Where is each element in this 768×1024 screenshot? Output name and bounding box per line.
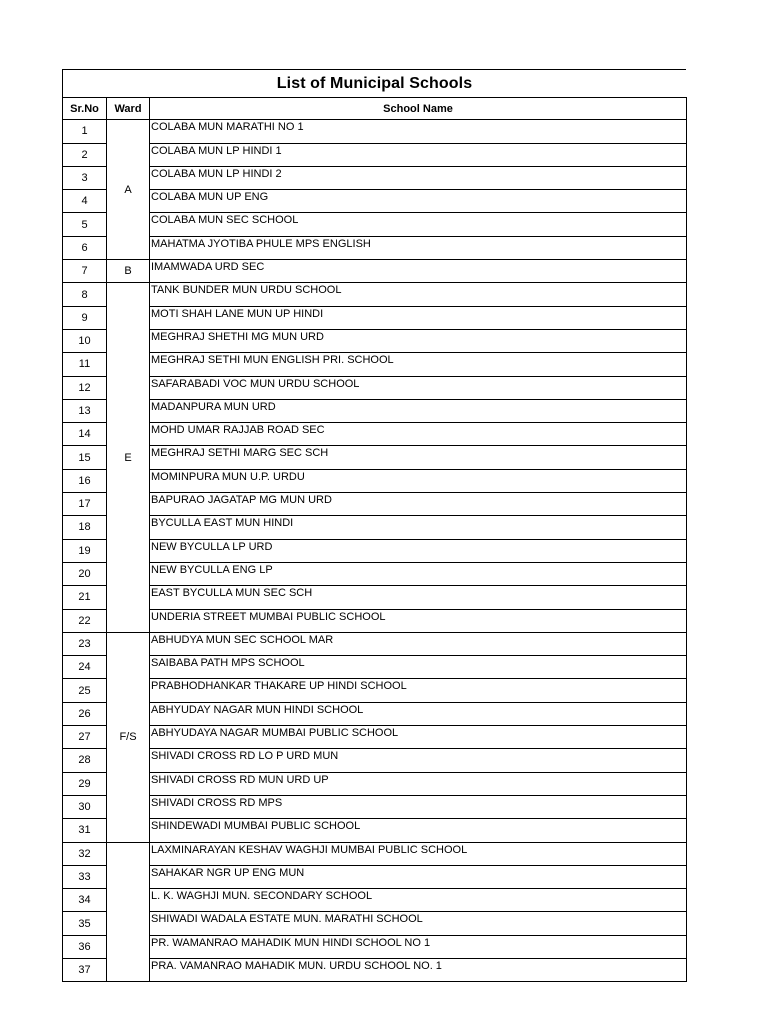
table-row xyxy=(63,329,687,352)
school-name-cell: SHIVADI CROSS RD MPS xyxy=(150,795,687,818)
table-row xyxy=(63,283,687,306)
ward-cell: A xyxy=(107,120,150,260)
table-row xyxy=(63,609,687,632)
sr-no-cell: 36 xyxy=(63,935,107,958)
school-name-cell: ABHYUDAY NAGAR MUN HINDI SCHOOL xyxy=(150,702,687,725)
school-name-cell: SHINDEWADI MUMBAI PUBLIC SCHOOL xyxy=(150,819,687,842)
table-row xyxy=(63,260,687,283)
table-row xyxy=(63,702,687,725)
school-name-cell: MADANPURA MUN URD xyxy=(150,399,687,422)
sr-no-cell: 19 xyxy=(63,539,107,562)
sr-no-cell: 4 xyxy=(63,190,107,213)
table-row xyxy=(63,632,687,655)
table-row xyxy=(63,889,687,912)
table-row xyxy=(63,120,687,143)
table-row xyxy=(63,749,687,772)
table-row xyxy=(63,935,687,958)
table-row xyxy=(63,353,687,376)
sr-no-cell: 26 xyxy=(63,702,107,725)
school-name-cell: SHIWADI WADALA ESTATE MUN. MARATHI SCHOOL xyxy=(150,912,687,935)
table-row xyxy=(63,213,687,236)
table-row xyxy=(63,469,687,492)
ward-cell: E xyxy=(107,283,150,632)
table-row xyxy=(63,143,687,166)
school-name-cell: BAPURAO JAGATAP MG MUN URD xyxy=(150,493,687,516)
school-name-cell: IMAMWADA URD SEC xyxy=(150,260,687,283)
sr-no-cell: 37 xyxy=(63,958,107,981)
school-name-cell: TANK BUNDER MUN URDU SCHOOL xyxy=(150,283,687,306)
schools-table xyxy=(62,97,687,982)
sr-no-cell: 29 xyxy=(63,772,107,795)
header-sr-no: Sr.No xyxy=(63,98,107,120)
table-row xyxy=(63,376,687,399)
school-name-cell: L. K. WAGHJI MUN. SECONDARY SCHOOL xyxy=(150,889,687,912)
sr-no-cell: 20 xyxy=(63,562,107,585)
sr-no-cell: 14 xyxy=(63,423,107,446)
table-row xyxy=(63,236,687,259)
page-title: List of Municipal Schools xyxy=(62,69,686,97)
table-row xyxy=(63,726,687,749)
sr-no-cell: 16 xyxy=(63,469,107,492)
school-name-cell: MEGHRAJ SETHI MUN ENGLISH PRI. SCHOOL xyxy=(150,353,687,376)
table-row xyxy=(63,865,687,888)
sr-no-cell: 3 xyxy=(63,166,107,189)
table-row xyxy=(63,423,687,446)
table-row xyxy=(63,539,687,562)
table-row xyxy=(63,446,687,469)
school-name-cell: PRA. VAMANRAO MAHADIK MUN. URDU SCHOOL NO. 1 xyxy=(150,958,687,981)
header-school-name: School Name xyxy=(150,98,687,120)
header-ward: Ward xyxy=(107,98,150,120)
school-name-cell: MEGHRAJ SETHI MARG SEC SCH xyxy=(150,446,687,469)
table-row xyxy=(63,399,687,422)
sr-no-cell: 32 xyxy=(63,842,107,865)
sr-no-cell: 5 xyxy=(63,213,107,236)
ward-cell xyxy=(107,842,150,982)
table-row xyxy=(63,306,687,329)
school-name-cell: MOTI SHAH LANE MUN UP HINDI xyxy=(150,306,687,329)
table-row xyxy=(63,842,687,865)
school-name-cell: COLABA MUN UP ENG xyxy=(150,190,687,213)
school-name-cell: LAXMINARAYAN KESHAV WAGHJI MUMBAI PUBLIC SCHOOL xyxy=(150,842,687,865)
sr-no-cell: 27 xyxy=(63,726,107,749)
school-name-cell: ABHYUDAYA NAGAR MUMBAI PUBLIC SCHOOL xyxy=(150,726,687,749)
school-name-cell: MOHD UMAR RAJJAB ROAD SEC xyxy=(150,423,687,446)
sr-no-cell: 1 xyxy=(63,120,107,143)
school-name-cell: COLABA MUN SEC SCHOOL xyxy=(150,213,687,236)
table-row xyxy=(63,772,687,795)
school-name-cell: PRABHODHANKAR THAKARE UP HINDI SCHOOL xyxy=(150,679,687,702)
sr-no-cell: 24 xyxy=(63,656,107,679)
sr-no-cell: 30 xyxy=(63,795,107,818)
sr-no-cell: 33 xyxy=(63,865,107,888)
school-name-cell: PR. WAMANRAO MAHADIK MUN HINDI SCHOOL NO 1 xyxy=(150,935,687,958)
table-row xyxy=(63,656,687,679)
ward-cell: F/S xyxy=(107,632,150,842)
sr-no-cell: 21 xyxy=(63,586,107,609)
schools-sheet xyxy=(62,69,686,982)
table-body xyxy=(63,120,687,982)
sr-no-cell: 23 xyxy=(63,632,107,655)
table-row xyxy=(63,958,687,981)
table-row xyxy=(63,795,687,818)
sr-no-cell: 6 xyxy=(63,236,107,259)
table-row xyxy=(63,562,687,585)
sr-no-cell: 15 xyxy=(63,446,107,469)
sr-no-cell: 2 xyxy=(63,143,107,166)
sr-no-cell: 11 xyxy=(63,353,107,376)
sr-no-cell: 13 xyxy=(63,399,107,422)
school-name-cell: UNDERIA STREET MUMBAI PUBLIC SCHOOL xyxy=(150,609,687,632)
school-name-cell: ABHUDYA MUN SEC SCHOOL MAR xyxy=(150,632,687,655)
sr-no-cell: 8 xyxy=(63,283,107,306)
table-row xyxy=(63,819,687,842)
school-name-cell: COLABA MUN LP HINDI 1 xyxy=(150,143,687,166)
school-name-cell: EAST BYCULLA MUN SEC SCH xyxy=(150,586,687,609)
school-name-cell: NEW BYCULLA ENG LP xyxy=(150,562,687,585)
sr-no-cell: 34 xyxy=(63,889,107,912)
school-name-cell: NEW BYCULLA LP URD xyxy=(150,539,687,562)
sr-no-cell: 35 xyxy=(63,912,107,935)
table-row xyxy=(63,166,687,189)
school-name-cell: BYCULLA EAST MUN HINDI xyxy=(150,516,687,539)
sr-no-cell: 17 xyxy=(63,493,107,516)
school-name-cell: COLABA MUN MARATHI NO 1 xyxy=(150,120,687,143)
sr-no-cell: 31 xyxy=(63,819,107,842)
table-row xyxy=(63,679,687,702)
school-name-cell: COLABA MUN LP HINDI 2 xyxy=(150,166,687,189)
school-name-cell: SHIVADI CROSS RD LO P URD MUN xyxy=(150,749,687,772)
table-row xyxy=(63,493,687,516)
table-row xyxy=(63,516,687,539)
sr-no-cell: 18 xyxy=(63,516,107,539)
school-name-cell: MEGHRAJ SHETHI MG MUN URD xyxy=(150,329,687,352)
school-name-cell: MOMINPURA MUN U.P. URDU xyxy=(150,469,687,492)
school-name-cell: SHIVADI CROSS RD MUN URD UP xyxy=(150,772,687,795)
table-row xyxy=(63,912,687,935)
sr-no-cell: 10 xyxy=(63,329,107,352)
school-name-cell: SAHAKAR NGR UP ENG MUN xyxy=(150,865,687,888)
school-name-cell: SAFARABADI VOC MUN URDU SCHOOL xyxy=(150,376,687,399)
sr-no-cell: 25 xyxy=(63,679,107,702)
table-row xyxy=(63,586,687,609)
header-row xyxy=(63,98,687,120)
sr-no-cell: 12 xyxy=(63,376,107,399)
sr-no-cell: 9 xyxy=(63,306,107,329)
school-name-cell: SAIBABA PATH MPS SCHOOL xyxy=(150,656,687,679)
sr-no-cell: 7 xyxy=(63,260,107,283)
school-name-cell: MAHATMA JYOTIBA PHULE MPS ENGLISH xyxy=(150,236,687,259)
sr-no-cell: 28 xyxy=(63,749,107,772)
table-row xyxy=(63,190,687,213)
ward-cell: B xyxy=(107,260,150,283)
sr-no-cell: 22 xyxy=(63,609,107,632)
